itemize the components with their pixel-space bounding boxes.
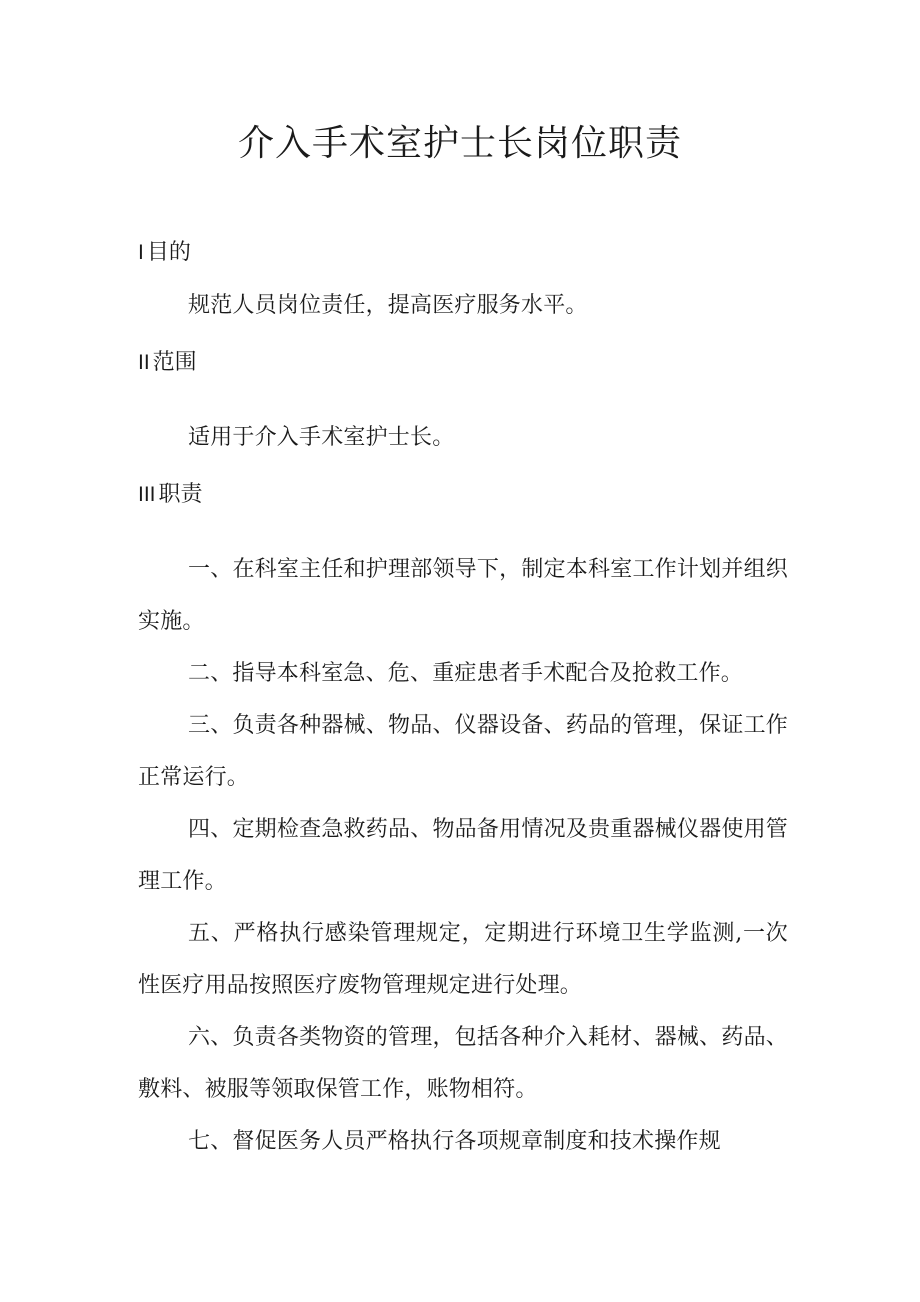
- section-number: I: [138, 241, 144, 264]
- duty-item-3: 三、负责各种器械、物品、仪器设备、药品的管理，保证工作正常运行。: [138, 713, 788, 790]
- paragraph: 规范人员岗位责任，提高医疗服务水平。: [188, 293, 588, 318]
- section-heading-purpose: [138, 236, 191, 270]
- duty-item-5: 五、严格执行感染管理规定，定期进行环境卫生学监测,一次性医疗用品按照医疗废物管理规定进行处理。: [138, 921, 788, 998]
- section-number: II: [138, 351, 150, 374]
- duty-item-4: 四、定期检查急救药品、物品备用情况及贵重器械仪器使用管理工作。: [138, 817, 788, 894]
- duty-item-2: 二、指导本科室急、危、重症患者手术配合及抢救工作。: [188, 661, 744, 686]
- duty-item-7: 七、督促医务人员严格执行各项规章制度和技术操作规: [188, 1129, 721, 1154]
- paragraph: 适用于介入手术室护士长。: [188, 425, 455, 450]
- section-heading-scope: [138, 346, 197, 380]
- section-heading-label: 目的: [146, 240, 191, 265]
- section-heading-duties: [138, 478, 203, 512]
- section-number: III: [138, 483, 156, 506]
- duty-item-1: 一、在科室主任和护理部领导下，制定本科室工作计划并组织实施。: [138, 557, 788, 634]
- duty-item-6: 六、负责各类物资的管理，包括各种介入耗材、器械、药品、敷料、被服等领取保管工作，账物相符。: [138, 1025, 788, 1102]
- section-heading-label: 职责: [158, 482, 203, 507]
- section-heading-label: 范围: [152, 350, 197, 375]
- page-title: 介入手术室护士长岗位职责: [237, 123, 682, 164]
